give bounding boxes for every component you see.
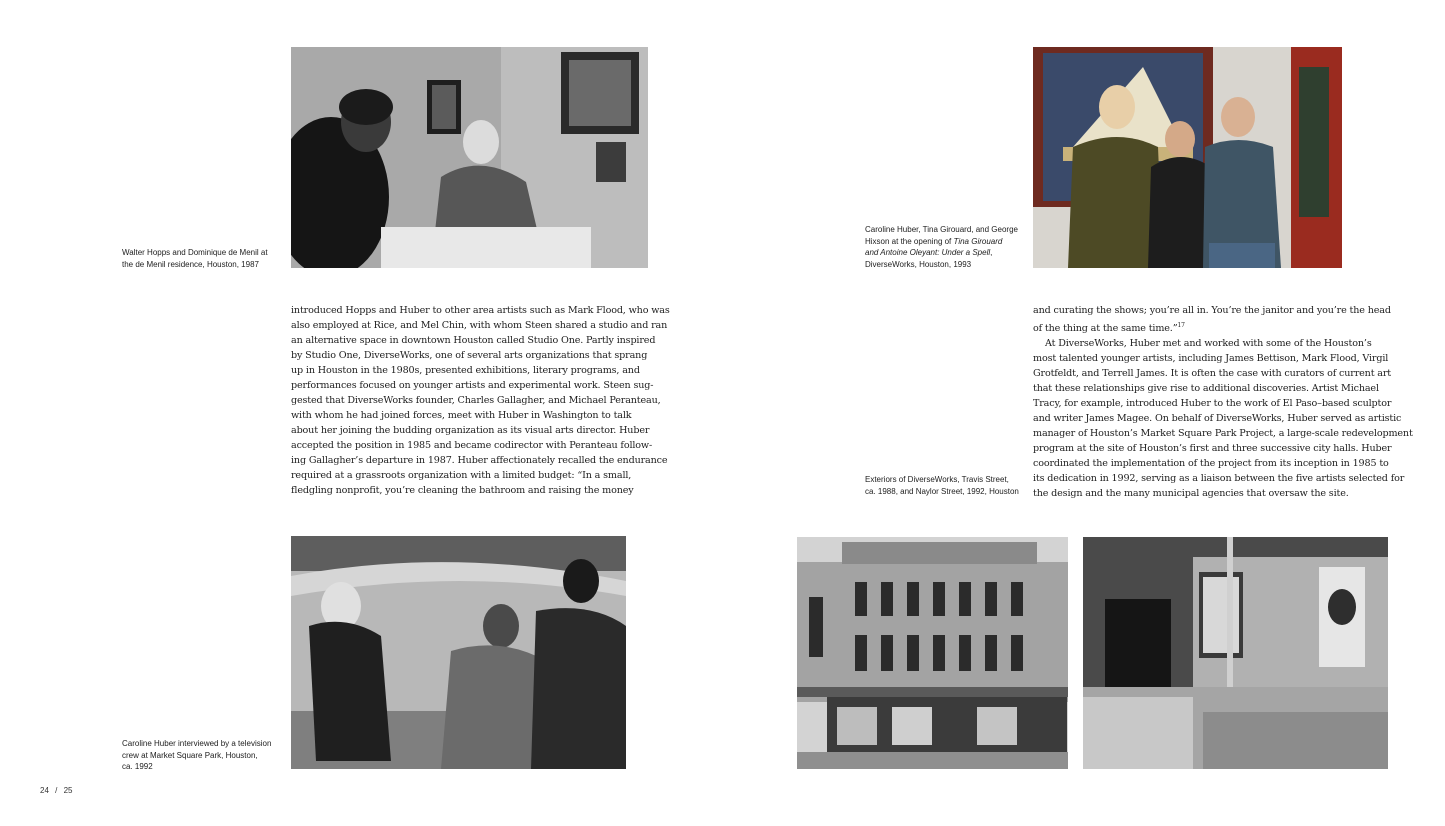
body-line: Grotfeldt, and Terrell James. It is often the case with curators of current art [1033,368,1392,380]
photo-travis-street-exterior [797,537,1068,769]
body-line: the design and the many municipal agencies that oversaw the site. [1033,488,1349,500]
left-body-column [291,303,670,498]
page-number-right: 25 [63,786,73,795]
body-line: by Studio One, DiverseWorks, one of several arts organizations that sprang [291,350,648,361]
caption-exteriors: Exteriors of DiverseWorks, Travis Street, ca. 1988, and Naylor Street, 1992, Houston [865,475,1019,496]
body-line: of the thing at the same time.”$^{17}$ [1033,322,1185,335]
body-line: most talented younger artists, including James Bettison, Mark Flood, Virgil [1033,353,1389,365]
body-line: performances focused on younger artists and experimental work. Steen sug- [291,380,654,391]
body-line: gested that DiverseWorks founder, Charles Gallagher, and Michael Peranteau, [291,395,661,406]
body-line: up in Houston in the 1980s, presented exhibitions, literary programs, and [291,365,640,376]
photo-hopps-demenil [291,47,648,268]
caption-huber-girouard: Caroline Huber, Tina Girouard, and George Hixson at the opening of Tina Girouard and Antoine Oleyant: Under a Spell, DiverseWorks, Houston, 1993 [865,225,1018,269]
footnote-marker: 17 [1177,322,1185,329]
caption-interview: Caroline Huber interviewed by a television crew at Market Square Park, Houston, ca. 1992 [122,739,272,771]
caption-hopps-demenil: Walter Hopps and Dominique de Menil at the de Menil residence, Houston, 1987 [122,248,268,269]
body-line: At DiverseWorks, Huber met and worked with some of the Houston’s [1045,338,1372,350]
body-line: with whom he had joined forces, meet with Huber in Washington to talk [291,410,632,421]
body-line: about her joining the budding organization as its visual arts director. Huber [291,425,650,436]
body-line: Tracy, for example, introduced Huber to the work of El Paso–based sculptor [1033,398,1392,410]
photo-interview-market-square [291,536,626,769]
right-body-column [1033,303,1413,501]
body-line: ing Gallagher’s departure in 1987. Huber affectionately recalled the endurance [291,455,668,466]
body-line: coordinated the implementation of the project from its inception in 1985 to [1033,458,1389,470]
page-number-left: 24 [40,786,49,795]
body-line: that these relationships give rise to additional discoveries. Artist Michael [1033,383,1379,395]
folio-separator: / [55,786,58,795]
photo-naylor-street-exterior [1083,537,1388,769]
body-line: an alternative space in downtown Houston called Studio One. Partly inspired [291,335,656,346]
body-line: manager of Houston’s Market Square Park Project, a large-scale redevelopment [1033,428,1413,440]
body-line: introduced Hopps and Huber to other area artists such as Mark Flood, who was [291,305,670,316]
body-line: and writer James Magee. On behalf of DiverseWorks, Huber served as artistic [1033,413,1402,425]
body-line: fledgling nonprofit, you’re cleaning the bathroom and raising the money [291,485,634,496]
body-line: its dedication in 1992, serving as a liaison between the five artists selected for [1033,473,1405,485]
body-line: also employed at Rice, and Mel Chin, with whom Steen shared a studio and ran [291,320,668,331]
body-line: accepted the position in 1985 and became codirector with Peranteau follow- [291,440,653,451]
body-line: required at a grassroots organization with a limited budget: “In a small, [291,470,632,481]
body-line: and curating the shows; you’re all in. You’re the janitor and you’re the head [1033,305,1391,316]
photo-huber-girouard-hixson [1033,47,1342,268]
body-line: program at the site of Houston’s first and three successive city halls. Huber [1033,443,1392,455]
page-folio [40,786,73,795]
